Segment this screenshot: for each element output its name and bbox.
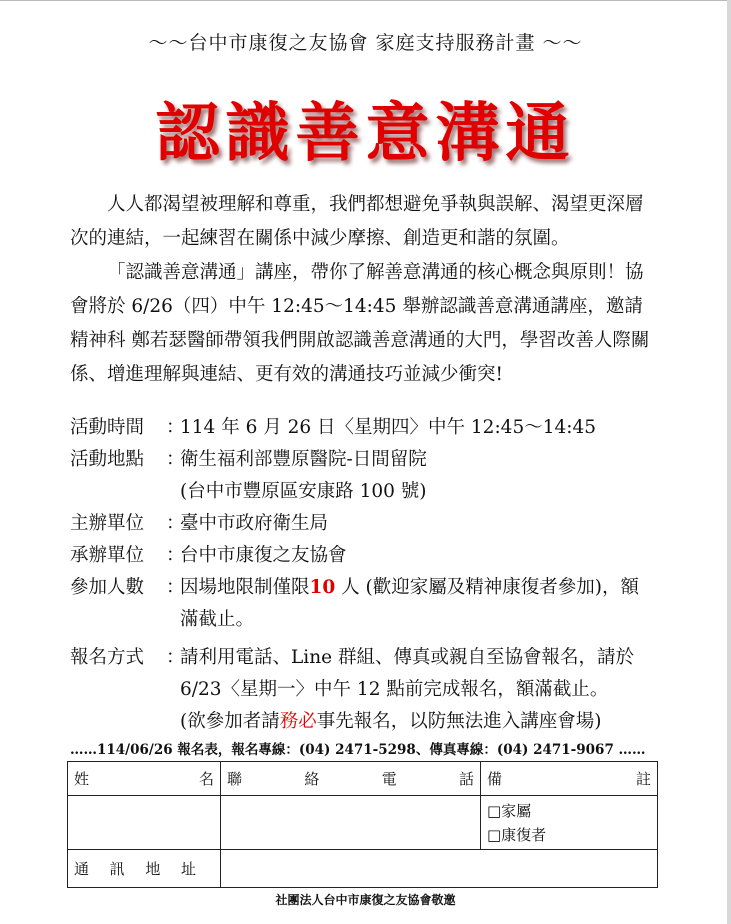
detail-host: 承辦單位 ： 台中市康復之友協會 bbox=[70, 540, 670, 572]
detail-value: 衛生福利部豐原醫院-日間留院 bbox=[180, 449, 427, 470]
detail-value: 請利用電話、Line 群組、傳真或親自至協會報名，請於 bbox=[180, 647, 634, 668]
phone-header: 聯 絡 電 話 bbox=[221, 762, 481, 796]
form-entry-row bbox=[68, 796, 658, 850]
remark-header: 備 註 bbox=[481, 762, 658, 796]
recovered-checkbox[interactable]: □康復者 bbox=[487, 825, 547, 844]
page-top-edge bbox=[0, 0, 731, 1]
family-checkbox[interactable]: □家屬 bbox=[487, 801, 532, 820]
detail-value: 台中市康復之友協會 bbox=[180, 545, 347, 566]
form-header-row bbox=[68, 762, 658, 796]
detail-organizer: 主辦單位 ： 臺中市政府衛生局 bbox=[70, 508, 670, 540]
detail-value: 114 年 6 月 26 日〈星期四〉中午 12:45～14:45 bbox=[180, 417, 597, 438]
footer-invitation: 社團法人台中市康復之友協會敬邀 bbox=[275, 893, 456, 907]
detail-value: 因場地限制僅限10 人 (歡迎家屬及精神康復者參加)，額 bbox=[180, 577, 639, 598]
remark-field bbox=[481, 796, 658, 850]
participant-limit: 10 bbox=[309, 577, 336, 598]
detail-label: 參加人數 bbox=[70, 577, 145, 598]
intro-paragraph-2: 「認識善意溝通」講座，帶你了解善意溝通的核心概念與原則！協會將於 6/26（四）中午 12:45～14:45 舉辦認識善意溝通講座，邀請精神科 鄭若瑟醫師帶領我們開啟認識善意溝通的大門，學習改善人際關係、增進理解與連結、更有效的溝通技巧並減少衝突! bbox=[70, 262, 650, 385]
event-details bbox=[70, 412, 670, 738]
detail-registration: 報名方式 ： 請利用電話、Line 群組、傳真或親自至協會報名，請於 bbox=[70, 642, 670, 674]
detail-label: 活動地點 bbox=[70, 449, 145, 470]
registration-deadline: 6/23〈星期一〉中午 12 點前完成報名，額滿截止。 bbox=[180, 679, 609, 700]
address-field[interactable] bbox=[221, 850, 658, 888]
detail-participants-cont: 滿截止。 bbox=[180, 609, 255, 630]
phone-field[interactable] bbox=[221, 796, 481, 850]
intro-paragraph-1: 人人都渴望被理解和尊重，我們都想避免爭執與誤解、渴望更深層次的連結，一起練習在關係中減少摩擦、創造更和諧的氛圍。 bbox=[70, 194, 644, 249]
detail-label: 報名方式 bbox=[70, 647, 145, 668]
must-emphasis: 務必 bbox=[279, 711, 317, 732]
detail-label: 活動時間 bbox=[70, 417, 145, 438]
detail-participants: 參加人數 ： 因場地限制僅限10 人 (歡迎家屬及精神康復者參加)，額 bbox=[70, 572, 670, 604]
detail-time: 活動時間 ： 114 年 6 月 26 日〈星期四〉中午 12:45～14:45 bbox=[70, 412, 670, 444]
name-header: 姓 名 bbox=[68, 762, 221, 796]
detail-label: 主辦單位 bbox=[70, 513, 145, 534]
form-contact-line: ……114/06/26 報名表，報名專線：(04) 2471-5298、傳真專線：(04) 2471-9067 …… bbox=[70, 742, 646, 758]
address-header: 通 訊 地 址 bbox=[68, 850, 221, 888]
form-address-row bbox=[68, 850, 658, 888]
intro-text bbox=[70, 188, 660, 392]
registration-form bbox=[67, 761, 658, 888]
registration-note: (欲參加者請務必事先報名，以防無法進入講座會場) bbox=[180, 711, 602, 732]
detail-value: 臺中市政府衛生局 bbox=[180, 513, 329, 534]
event-title: 認識善意溝通 bbox=[155, 96, 576, 171]
program-subtitle: ～～台中市康復之友協會 家庭支持服務計畫 ～～ bbox=[148, 32, 583, 54]
detail-place-address: (台中市豐原區安康路 100 號) bbox=[180, 481, 427, 502]
detail-place: 活動地點 ： 衛生福利部豐原醫院-日間留院 bbox=[70, 444, 670, 476]
name-field[interactable] bbox=[68, 796, 221, 850]
detail-label: 承辦單位 bbox=[70, 545, 145, 566]
